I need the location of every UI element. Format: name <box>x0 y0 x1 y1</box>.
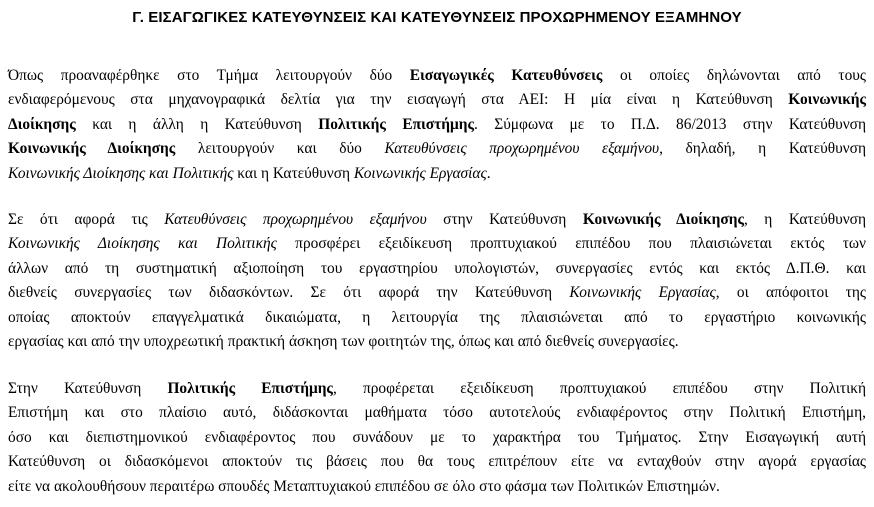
text-run: , δηλαδή, η Κατεύθυνση <box>659 140 866 158</box>
text-run: όσο και διεπιστημονικού ενδιαφέροντος που συνάδουν με το χαρακτήρα του Τμήματος. Στην Εισαγωγική αυτή <box>8 428 866 446</box>
text-run: Όπως προαναφέρθηκε στο Τμήμα λειτουργούν δύο <box>8 67 410 84</box>
italic-text: Κατευθύνσεις προχωρημένου εξαμήνου <box>384 140 660 158</box>
text-line <box>8 64 866 88</box>
paragraph-advanced-directions <box>8 208 866 354</box>
text-run: , η Κατεύθυνση <box>743 211 866 228</box>
section-heading: Γ. ΕΙΣΑΓΩΓΙΚΕΣ ΚΑΤΕΥΘΥΝΣΕΙΣ ΚΑΙ ΚΑΤΕΥΘΥΝΣΕΙΣ ΠΡΟΧΩΡΗΜΕΝΟΥ ΕΞΑΜΗΝΟΥ <box>132 9 742 26</box>
text-line <box>8 208 866 232</box>
text-run: , προφέρεται εξειδίκευση προπτυχιακού επιπέδου στην Πολιτική <box>332 380 867 397</box>
text-run: . Σύμφωνα με το Π.Δ. 86/2013 στην Κατεύθυνση <box>473 115 866 133</box>
text-run: είτε να ακολουθήσουν περαιτέρω σπουδές Μεταπτυχιακού επιπέδου σε όλο στο φάσμα των Πολιτικών Επιστημών. <box>8 477 720 495</box>
text-line <box>8 137 866 161</box>
text-run: διεθνείς συνεργασίες των διδασκόντων. Σε ότι αφορά την Κατεύθυνση <box>8 284 570 302</box>
text-run: Στην Κατεύθυνση <box>8 380 168 397</box>
bold-text: Πολιτικής Επιστήμης <box>167 380 333 397</box>
text-run: εργασίας και από την υποχρεωτική πρακτική άσκηση των φοιτητών της, όπως και από διεθνείς συνεργασίες. <box>8 332 679 350</box>
text-run: οι οποίες δηλώνονται από τους <box>602 67 867 84</box>
text-run: προσφέρει εξειδίκευση προπτυχιακού επιπέδου που πλαισιώνεται εκτός των <box>276 235 866 253</box>
text-line <box>8 450 866 474</box>
italic-text: Κοινωνικής Εργασίας <box>569 284 716 302</box>
text-line <box>8 232 866 256</box>
text-run: Σε ότι αφορά τις <box>8 211 165 228</box>
text-line <box>8 330 866 354</box>
text-line <box>8 377 866 401</box>
text-line <box>8 306 866 330</box>
text-line <box>8 257 866 281</box>
bold-text: Πολιτικής Επιστήμης <box>318 115 474 133</box>
italic-text: Κοινωνικής Διοίκησης και Πολιτικής <box>8 235 277 253</box>
paragraph-political-science <box>8 377 866 499</box>
text-line <box>8 281 866 305</box>
text-run: Επιστήμη και στο πλαίσιο αυτό, διδάσκονται μαθήματα τόσο αυτοτελούς ενδιαφέροντος στην Πολιτική Επιστήμη, <box>8 404 866 422</box>
bold-text: Διοίκησης <box>8 115 76 133</box>
bold-text: Κοινωνικής <box>788 91 866 109</box>
text-run: άλλων από τη συστηματική αξιοποίηση του εργαστηρίου υπολογιστών, συνεργασίες εντός και εκτός Δ.Π.Θ. και <box>8 259 866 277</box>
text-run: και η Κατεύθυνση <box>233 164 354 182</box>
text-line <box>8 475 866 499</box>
text-run: οποίας αποκτούν επαγγελματικά δικαιώματα, η λειτουργία της πλαισιώνεται από το εργαστήριο κοινωνικής <box>8 308 866 326</box>
text-line <box>8 162 866 186</box>
bold-text: Κοινωνικής Διοίκησης <box>8 140 176 158</box>
text-run: , οι απόφοιτοι της <box>715 284 866 302</box>
text-line <box>8 88 866 112</box>
text-line <box>8 113 866 137</box>
text-run: Κατεύθυνση οι διδασκόμενοι αποκτούν τις βάσεις που θα τους επιτρέπουν είτε να ενταχθούν στην αγορά εργασίας <box>8 453 866 471</box>
text-run: . <box>486 164 491 182</box>
text-line <box>8 401 866 425</box>
italic-text: Κοινωνικής Διοίκησης και Πολιτικής <box>8 164 234 182</box>
bold-text: Εισαγωγικές Κατευθύνσεις <box>409 67 603 84</box>
text-run: και η άλλη η Κατεύθυνση <box>75 115 319 133</box>
text-run: στην Κατεύθυνση <box>426 211 583 228</box>
text-run: λειτουργούν και δύο <box>175 140 385 158</box>
text-run: ενδιαφερόμενους στα μηχανογραφικά δελτία για την εισαγωγή στα ΑΕΙ: Η μία είναι η Κατεύθυνση <box>8 91 789 109</box>
text-line <box>8 426 866 450</box>
bold-text: Κοινωνικής Διοίκησης <box>582 211 744 228</box>
italic-text: Κοινωνικής Εργασίας <box>353 164 487 182</box>
paragraph-intro <box>8 64 866 186</box>
italic-text: Κατευθύνσεις προχωρημένου εξαμήνου <box>164 211 427 228</box>
